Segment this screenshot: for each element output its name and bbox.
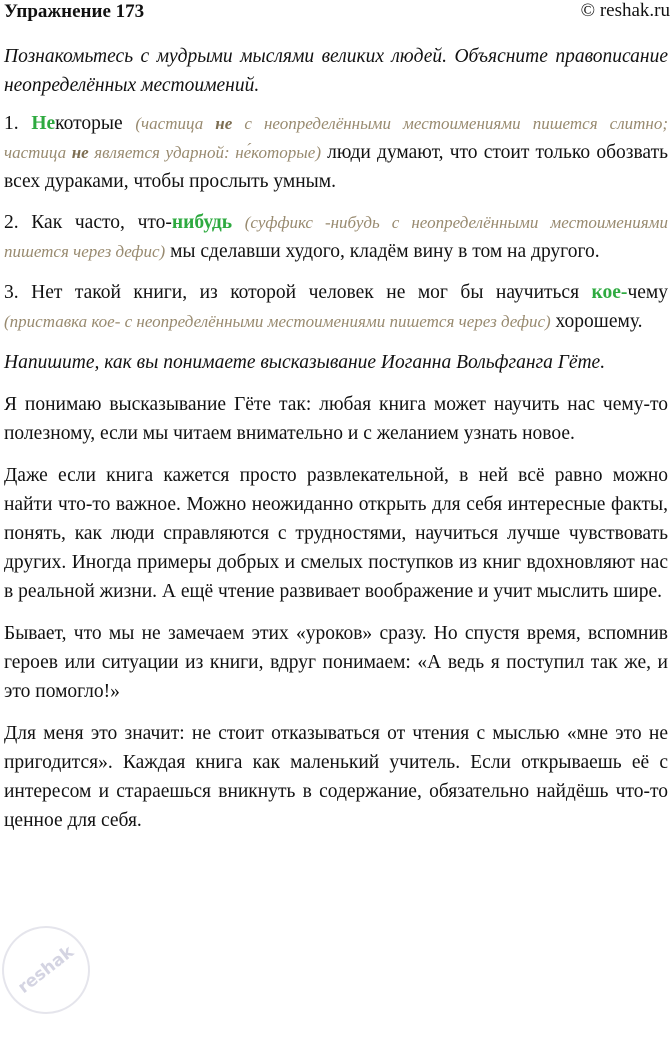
answer-paragraph-2: Даже если книга кажется просто развлекательной, в ней всё равно можно найти что-то важное. Можно неожиданно открыть для себя интересные факты, понять, как люди справляются с трудностями, научиться лучше чувствовать других. Иногда примеры добрых и смелых поступков из книг вдохновляют нас в реальной жизни. А ещё чтение развивает воображение и учит мыслить шире. <box>4 465 668 602</box>
example-text: чему <box>627 282 668 303</box>
answer-paragraph-4: Для меня это значит: не стоит отказываться от чтения с мыслью «мне это не пригодится». Каждая книга как маленький учитель. Если открываешь её с интересом и стараешься вникнуть в содержание, обязательно найдёшь что-то ценное для себя. <box>4 723 668 831</box>
spelling-note: (приставка кое- с неопределёнными местоимениями пишется через дефис) <box>4 312 551 331</box>
example-text: хорошему. <box>550 311 643 332</box>
task-instruction-2: Напишите, как вы понимаете высказывание Иоганна Вольфганга Гёте. <box>4 352 606 373</box>
site-credit: © reshak.ru <box>580 0 670 21</box>
highlighted-suffix: нибудь <box>171 212 233 233</box>
spelling-note: (суффикс -нибудь с неопределёнными местоимениями пишется через дефис) <box>4 213 668 261</box>
example-text: Как часто, что- <box>18 212 172 233</box>
exercise-title: Упражнение 173 <box>4 1 145 22</box>
example-3 <box>4 278 668 336</box>
example-2 <box>4 208 668 266</box>
watermark-logo: reshak <box>0 908 108 1032</box>
page-header <box>4 0 668 30</box>
example-text: Нет такой книги, из которой человек не мог бы научиться <box>18 282 592 303</box>
answer-paragraph-3: Бывает, что мы не замечаем этих «уроков» сразу. Но спустя время, вспомнив героев или ситуации из книги, вдруг понимаем: «А ведь я поступил так же, и это помогло!» <box>4 623 668 702</box>
example-number: 2. <box>4 212 19 233</box>
document-page <box>4 0 668 835</box>
example-text: люди думают, что стоит только обозвать всех дураками, чтобы прослыть умным. <box>4 142 668 192</box>
answer-paragraph-1: Я понимаю высказывание Гёте так: любая книга может научить нас чему-то полезному, если мы читаем внимательно и с желанием узнать новое. <box>4 394 668 444</box>
example-text: которые <box>55 113 123 134</box>
example-number: 3. <box>4 282 19 303</box>
example-1 <box>4 109 668 196</box>
example-text: мы сделавши худого, кладём вину в том на другого. <box>165 241 600 262</box>
spelling-note: (частица не с неопределёнными местоимениями пишется слитно; частица не является ударной: не́которые) <box>4 114 669 162</box>
highlighted-prefix: кое- <box>591 282 628 303</box>
example-number: 1. <box>4 113 19 134</box>
task-instruction-1: Познакомьтесь с мудрыми мыслями великих людей. Объясните правописание неопределённых местоимений. <box>4 46 668 96</box>
highlighted-particle: Не <box>31 113 56 134</box>
